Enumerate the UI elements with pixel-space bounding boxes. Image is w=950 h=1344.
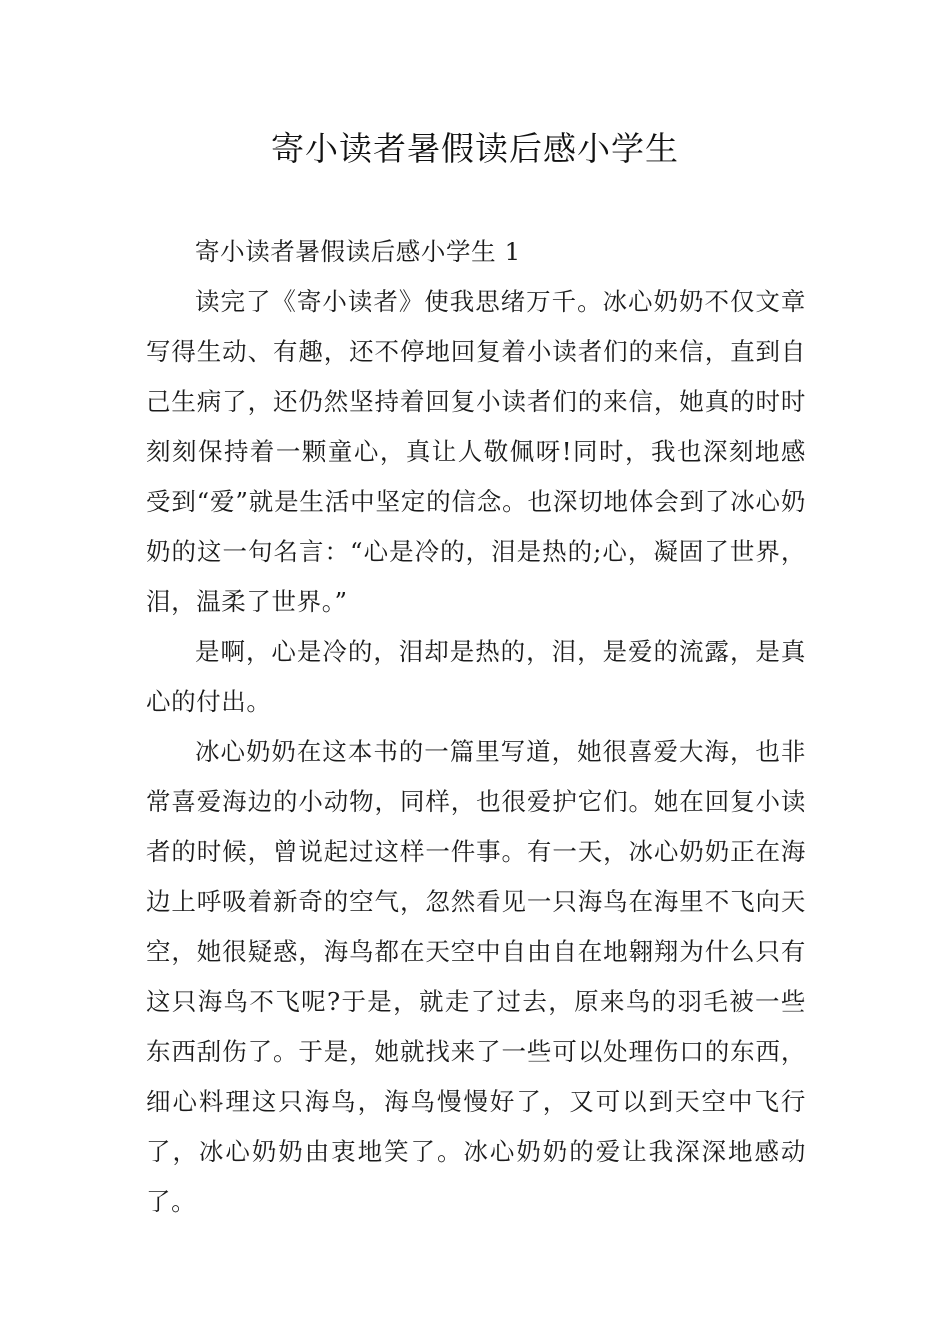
paragraph-1: 读完了《寄小读者》使我思绪万千。冰心奶奶不仅文章写得生动、有趣，还不停地回复着小读者们的来信，直到自己生病了，还仍然坚持着回复小读者们的来信，她真的时时刻刻保持着一颗童心，真让人敬佩呀!同时，我也深刻地感受到“爱”就是生活中坚定的信念。也深切地体会到了冰心奶奶的这一句名言：“心是冷的，泪是热的;心，凝固了世界，泪，温柔了世界。” <box>146 287 806 616</box>
paragraph-2: 是啊，心是冷的，泪却是热的，泪，是爱的流露，是真心的付出。 <box>146 637 806 716</box>
document-title: 寄小读者暑假读后感小学生 <box>271 129 679 168</box>
document-body <box>146 227 806 1227</box>
section-heading: 寄小读者暑假读后感小学生 1 <box>195 237 521 266</box>
paragraph-3: 冰心奶奶在这本书的一篇里写道，她很喜爱大海，也非常喜爱海边的小动物，同样，也很爱护它们。她在回复小读者的时候，曾说起过这样一件事。有一天，冰心奶奶正在海边上呼吸着新奇的空气，忽然看见一只海鸟在海里不飞向天空，她很疑惑，海鸟都在天空中自由自在地翱翔为什么只有这只海鸟不飞呢?于是，就走了过去，原来鸟的羽毛被一些东西刮伤了。于是，她就找来了一些可以处理伤口的东西，细心料理这只海鸟，海鸟慢慢好了，又可以到天空中飞行了，冰心奶奶由衷地笑了。冰心奶奶的爱让我深深地感动了。 <box>146 737 806 1216</box>
